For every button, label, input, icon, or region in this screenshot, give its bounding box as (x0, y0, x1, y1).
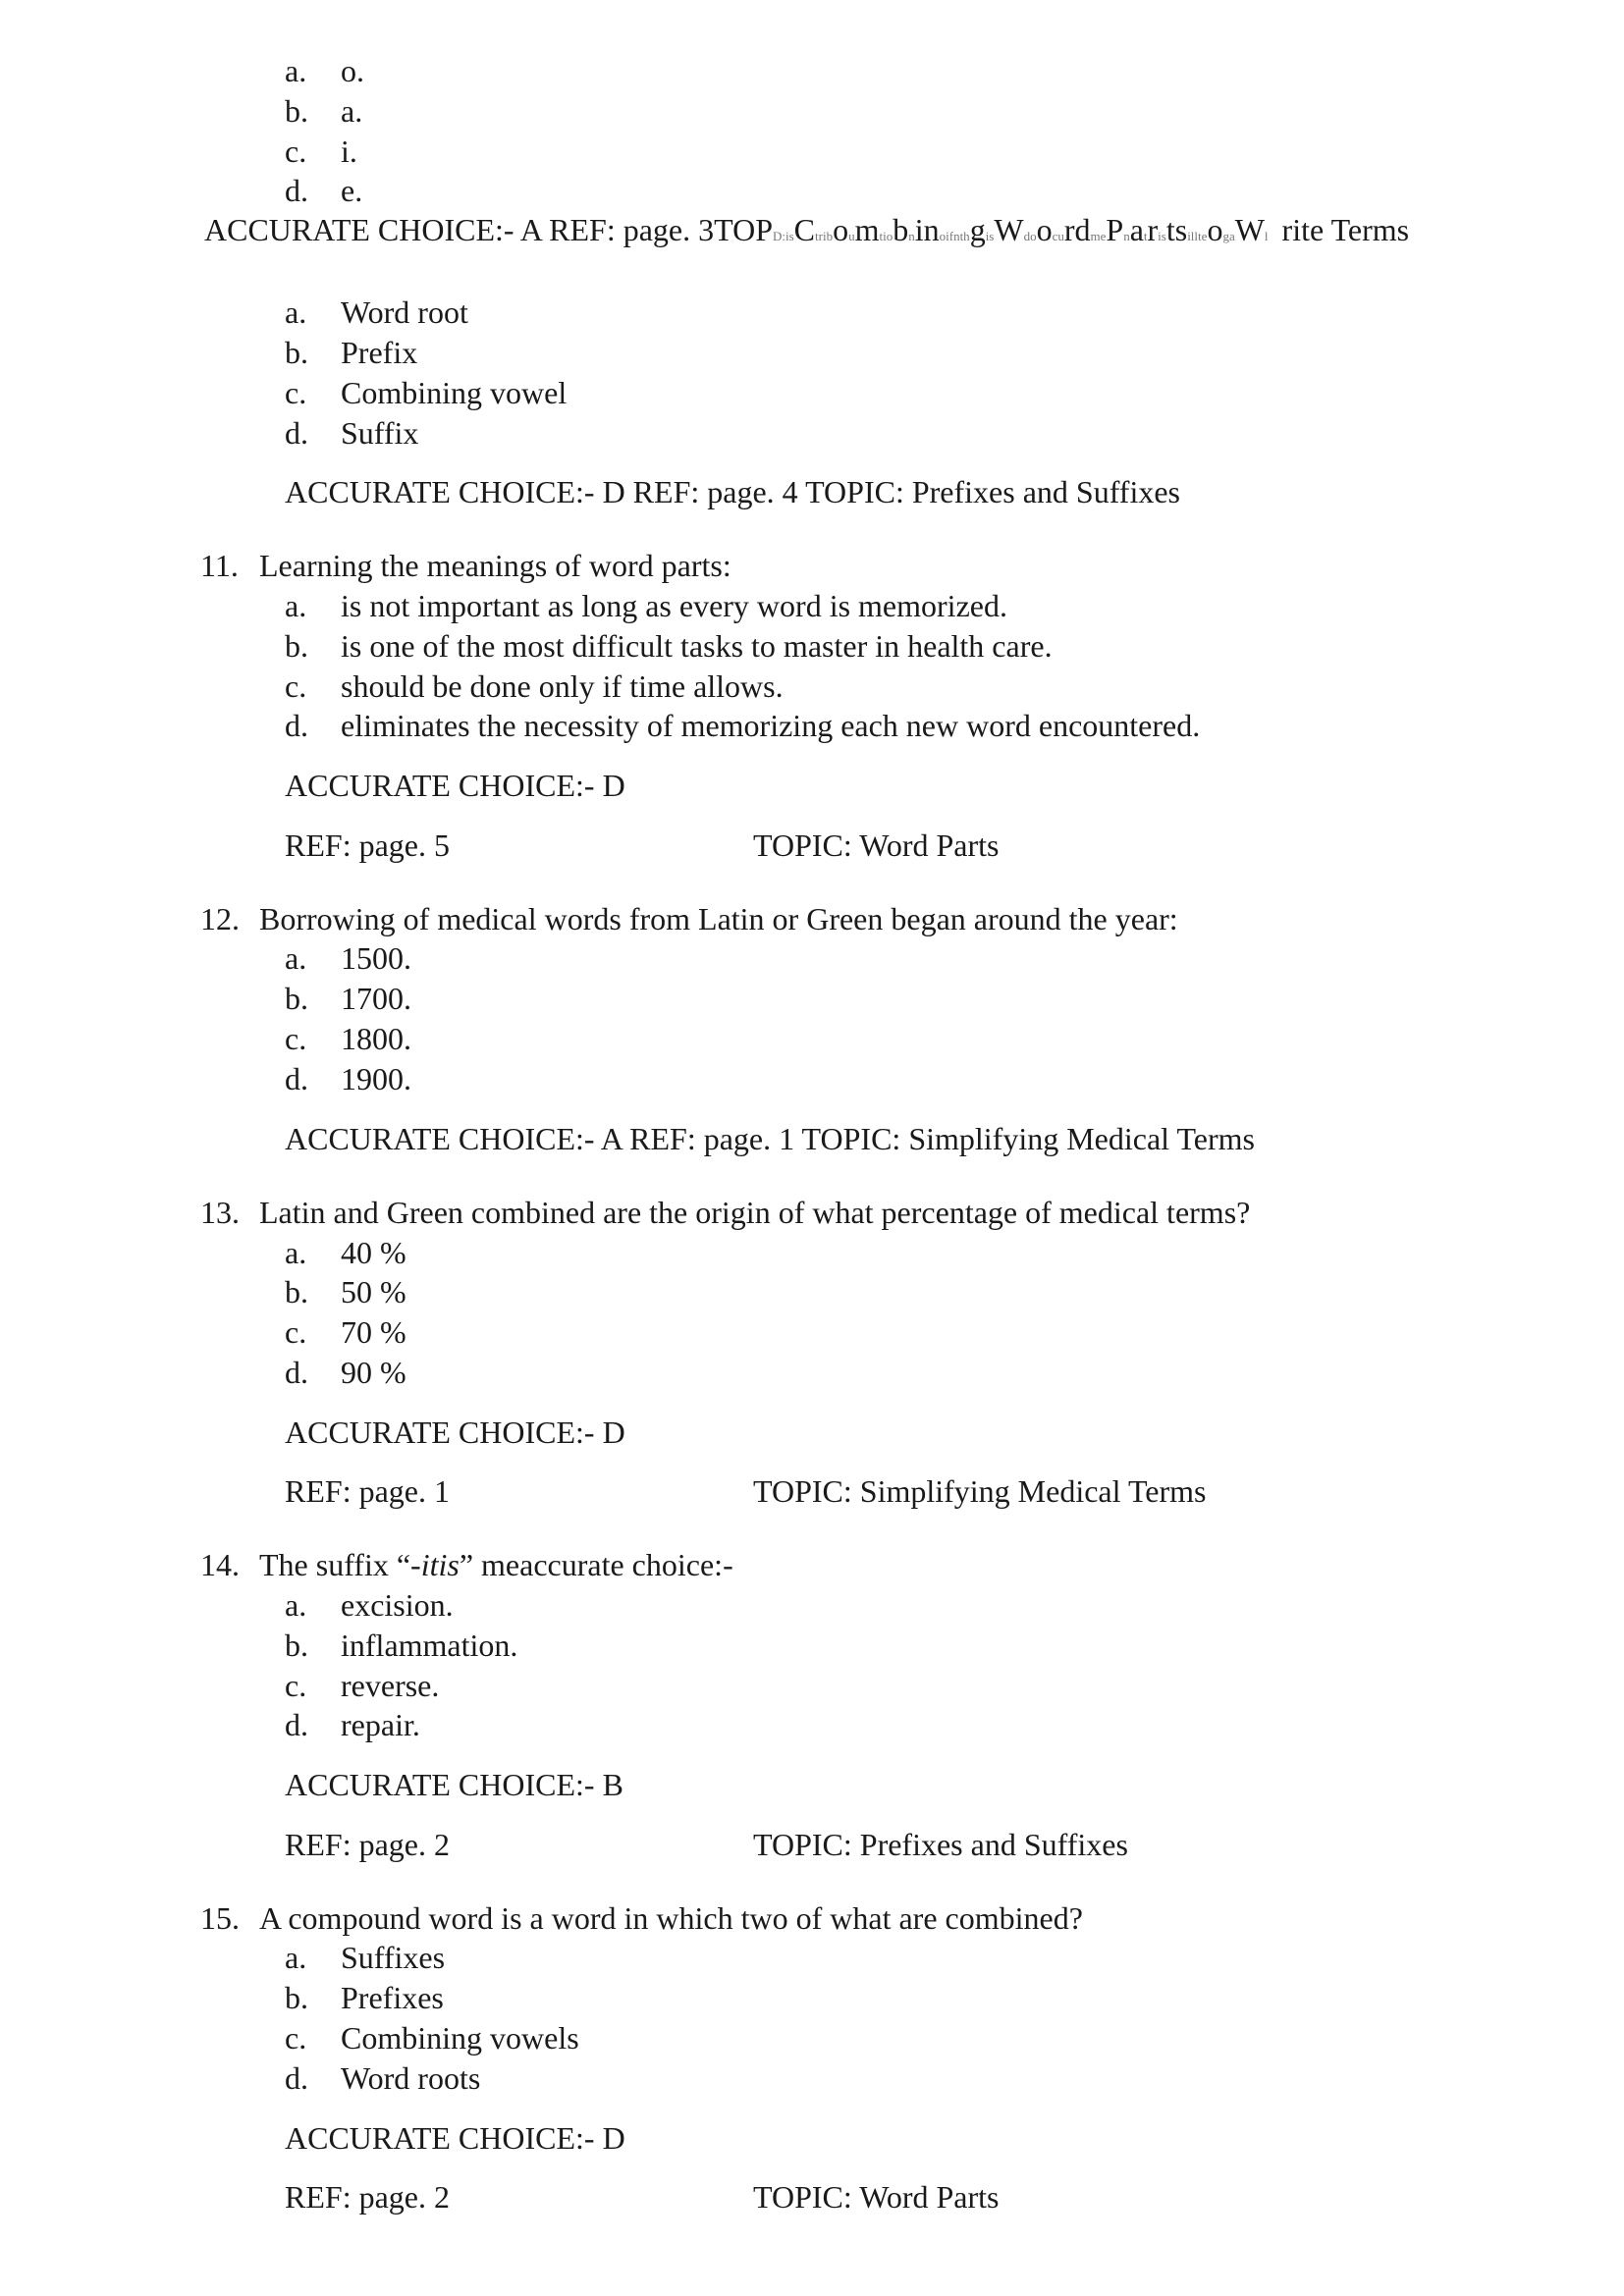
garbled-fragment: C (793, 212, 816, 247)
garbled-fragment: f (948, 229, 954, 243)
option-letter: d. (285, 1707, 308, 1742)
garbled-fragment: do (1023, 229, 1037, 243)
option-letter: c. (285, 375, 307, 410)
option-letter: a. (285, 940, 307, 976)
option-letter: c. (285, 2020, 307, 2056)
garbled-fragment: trib (815, 229, 834, 243)
ref-label: REF: page. 5 (285, 828, 450, 863)
garbled-fragment: D:is (773, 229, 794, 243)
question-text-pre: The suffix “ (259, 1547, 411, 1582)
question-text: A compound word is a word in which two of what are combined? (259, 1900, 1083, 1936)
question-text-post: ” meaccurate choice:- (459, 1547, 733, 1582)
garbled-fragment: n (908, 229, 915, 243)
option-text: Word roots (341, 2060, 481, 2096)
garbled-fragment: ts (1165, 212, 1188, 247)
garbled-fragment: rd (1063, 212, 1091, 247)
option-text: 90 % (341, 1355, 406, 1390)
answer-line: ACCURATE CHOICE:- D (285, 2120, 625, 2156)
option-letter: b. (285, 628, 308, 664)
garbled-fragment: me (1090, 229, 1107, 243)
option-letter: d. (285, 173, 308, 208)
garbled-fragment: th (959, 229, 970, 243)
option-letter: c. (285, 133, 307, 169)
garbled-fragment: tio (879, 229, 893, 243)
option-letter: d. (285, 1355, 308, 1390)
option-text: Combining vowel (341, 375, 568, 410)
answer-suffix: rite Terms (1281, 212, 1410, 247)
garbled-fragment: a (1129, 212, 1144, 247)
garbled-fragment: P (1106, 212, 1124, 247)
question-text: Learning the meanings of word parts: (259, 548, 731, 583)
option-text: is not important as long as every word is memorized. (341, 588, 1007, 623)
answer-line: ACCURATE CHOICE:- A REF: page. 1 TOPIC: Simplifying Medical Terms (285, 1121, 1255, 1156)
option-letter: a. (285, 294, 307, 330)
garbled-fragments (773, 212, 1269, 247)
option-letter: d. (285, 708, 308, 743)
option-text: 50 % (341, 1274, 406, 1309)
option-text: e. (341, 173, 363, 208)
garbled-fragment: is (1158, 229, 1166, 243)
answer-line: ACCURATE CHOICE:- D REF: page. 4 TOPIC: Prefixes and Suffixes (285, 474, 1180, 509)
option-text: 40 % (341, 1235, 406, 1270)
option-text: Word root (341, 294, 468, 330)
option-letter: a. (285, 1940, 307, 1975)
option-text: Suffix (341, 415, 419, 451)
option-text: o. (341, 53, 364, 88)
option-text: eliminates the necessity of memorizing each new word encountered. (341, 708, 1201, 743)
question-number: 13. (200, 1195, 240, 1230)
question-number: 15. (200, 1900, 240, 1936)
option-letter: a. (285, 1235, 307, 1270)
garbled-fragment: o (1207, 212, 1223, 247)
option-letter: b. (285, 981, 308, 1016)
option-text: 1700. (341, 981, 411, 1016)
option-letter: d. (285, 415, 308, 451)
answer-line: ACCURATE CHOICE:- D (285, 768, 625, 803)
garbled-fragment: ga (1222, 229, 1235, 243)
option-letter: b. (285, 335, 308, 370)
answer-prefix: ACCURATE CHOICE:- A REF: page. 3TOP (204, 212, 773, 247)
answer-line-garbled (204, 214, 1409, 245)
option-text: reverse. (341, 1668, 440, 1703)
ref-label: REF: page. 1 (285, 1473, 450, 1509)
garbled-fragment: W (1234, 212, 1265, 247)
ref-label: REF: page. 2 (285, 2179, 450, 2215)
question-number: 11. (200, 548, 239, 583)
garbled-fragment: t (1198, 229, 1202, 243)
option-text: 1900. (341, 1061, 411, 1096)
question-text (259, 1549, 733, 1580)
option-text: is one of the most difficult tasks to master in health care. (341, 628, 1053, 664)
option-letter: b. (285, 93, 308, 129)
option-letter: d. (285, 1061, 308, 1096)
garbled-fragment: m (854, 212, 880, 247)
garbled-fragment: l (1264, 229, 1269, 243)
option-letter: a. (285, 1587, 307, 1623)
garbled-fragment: o (1036, 212, 1053, 247)
question-number: 12. (200, 901, 240, 936)
ref-label: REF: page. 2 (285, 1827, 450, 1862)
garbled-fragment: u (848, 229, 855, 243)
option-text: should be done only if time allows. (341, 668, 784, 704)
topic-label: TOPIC: Word Parts (753, 2179, 1000, 2215)
option-letter: c. (285, 668, 307, 704)
option-text: repair. (341, 1707, 420, 1742)
option-letter: d. (285, 2060, 308, 2096)
option-letter: b. (285, 1628, 308, 1663)
garbled-fragment: oi (939, 229, 949, 243)
question-text: Borrowing of medical words from Latin or Green began around the year: (259, 901, 1178, 936)
option-text: 1500. (341, 940, 411, 976)
option-letter: c. (285, 1021, 307, 1056)
option-letter: b. (285, 1980, 308, 2015)
topic-label: TOPIC: Word Parts (753, 828, 1000, 863)
question-number: 14. (200, 1547, 240, 1582)
garbled-fragment: cu (1052, 229, 1064, 243)
option-letter: c. (285, 1314, 307, 1350)
option-text: excision. (341, 1587, 454, 1623)
garbled-fragment: is (985, 229, 995, 243)
question-text-term: -itis (410, 1547, 460, 1582)
option-text: 1800. (341, 1021, 411, 1056)
option-text: Combining vowels (341, 2020, 579, 2056)
topic-label: TOPIC: Simplifying Medical Terms (753, 1473, 1207, 1509)
option-text: Prefixes (341, 1980, 444, 2015)
option-letter: a. (285, 588, 307, 623)
garbled-fragment: b (893, 212, 909, 247)
garbled-fragment: W (994, 212, 1024, 247)
garbled-fragment: t (1143, 229, 1148, 243)
option-text: Suffixes (341, 1940, 446, 1975)
option-text: 70 % (341, 1314, 406, 1350)
garbled-fragment: in (914, 212, 940, 247)
topic-label: TOPIC: Prefixes and Suffixes (753, 1827, 1128, 1862)
option-text: Prefix (341, 335, 418, 370)
garbled-fragment: r (1147, 212, 1159, 247)
garbled-fragment: o (833, 212, 849, 247)
garbled-fragment: n (953, 229, 960, 243)
question-text: Latin and Green combined are the origin of what percentage of medical terms? (259, 1195, 1251, 1230)
option-text: inflammation. (341, 1628, 518, 1663)
option-text: a. (341, 93, 363, 129)
garbled-fragment: ill (1187, 229, 1199, 243)
option-text: i. (341, 133, 357, 169)
option-letter: c. (285, 1668, 307, 1703)
option-letter: a. (285, 53, 307, 88)
option-letter: b. (285, 1274, 308, 1309)
garbled-fragment: n (1123, 229, 1130, 243)
garbled-fragment: g (969, 212, 986, 247)
garbled-fragment: e (1201, 229, 1208, 243)
answer-line: ACCURATE CHOICE:- D (285, 1415, 625, 1450)
answer-line: ACCURATE CHOICE:- B (285, 1767, 623, 1802)
